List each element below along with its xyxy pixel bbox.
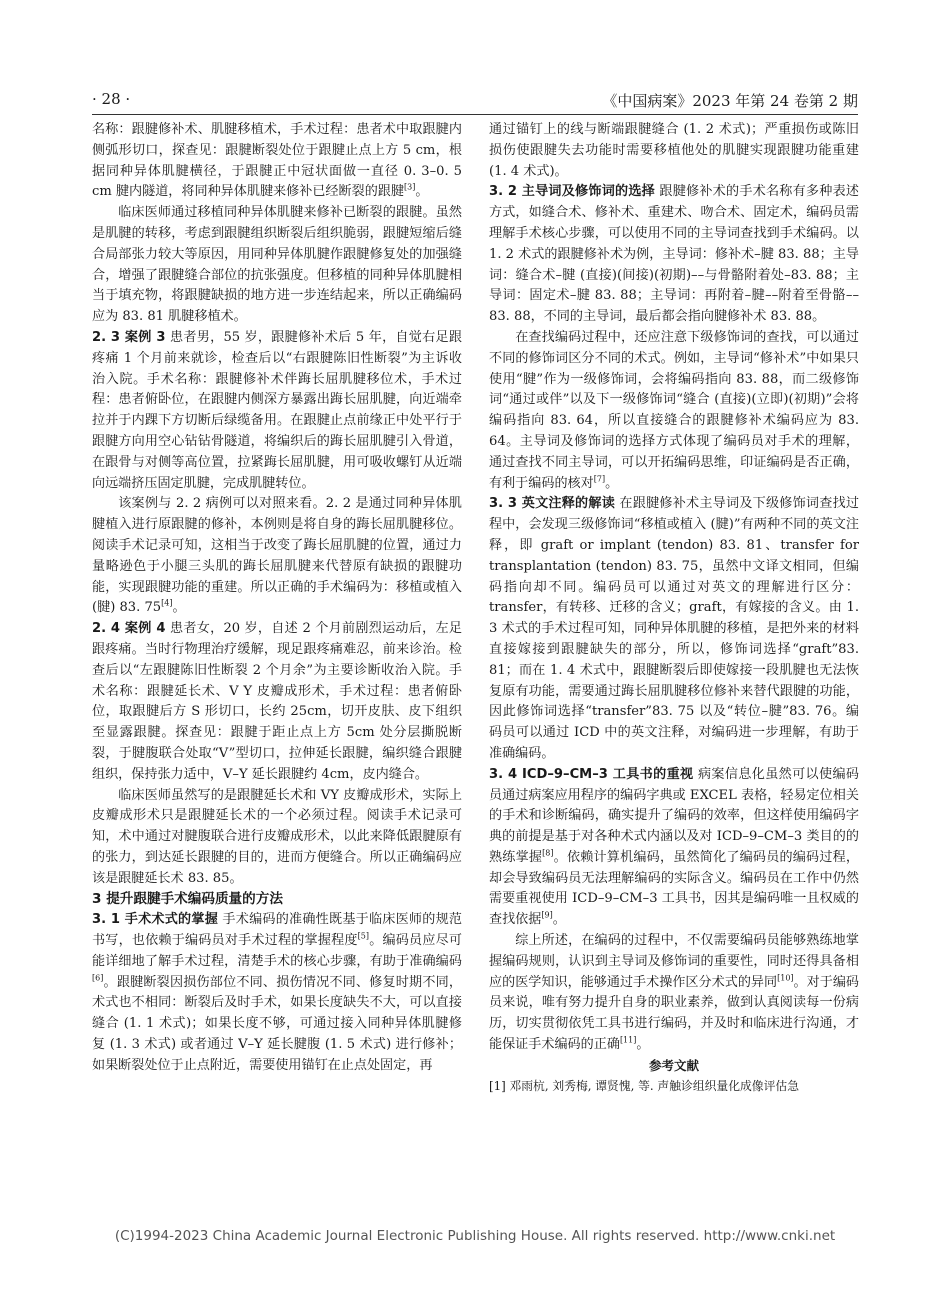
citation[interactable]: [3]: [403, 183, 416, 193]
citation[interactable]: [10]: [777, 973, 794, 983]
citation[interactable]: [9]: [541, 910, 553, 920]
case-4: 2. 4 案例 4 患者女，20 岁，自述 2 个月前剧烈运动后，左足跟疼痛。当时行物理治疗缓解，现足跟疼痛难忍，前来诊治。检查后以“左跟腱陈旧性断裂 2 个月余”为主要诊断收治入院。手术名称：跟腱延长术、V Y 皮瓣成形术，手术过程：患者俯卧位，取跟腱后方 S 形切口，长约 25cm，切开皮肤、皮下组织至显露跟腱。探查见：跟腱于距止点上方 5cm 处分层撕脱断裂，于腱腹联合处取“V”型切口，拉伸延长跟腱，编织缝合跟腱组织，保持张力适中，V–Y 延长跟腱约 4cm，皮内缝合。: [92, 621, 463, 782]
citation[interactable]: [8]: [542, 848, 554, 858]
citation[interactable]: [4]: [161, 598, 173, 608]
paragraph: 临床医师虽然写的是跟腱延长术和 VY 皮瓣成形术，实际上皮瓣成形术只是跟腱延长术的一个必须过程。阅读手术记录可知，术中通过对腱腹联合进行皮瓣成形术，以此来降低跟腱原有的张力，到达延长跟腱的目的，进而方便缝合。所以正确编码应该是跟腱延长术 83. 85。: [92, 787, 462, 886]
case-3: 2. 3 案例 3 患者男，55 岁，跟腱修补术后 5 年，自觉右足跟疼痛 1 个月前来就诊，检查后以“右跟腱陈旧性断裂”为主诉收治入院。手术名称：跟腱修补术伴踇长屈肌腱移位术，手术过程：患者俯卧位，在跟腱内侧深方暴露出踇长屈肌腱，向近端牵拉并于内踝下方切断后绿缆备用。在跟腱止点前缘正中处平行于跟腱方向用空心钻钻骨隧道，将编织后的踇长屈肌腱引入骨道，在跟骨与对侧等高位置，拉紧踇长屈肌腱，用可吸收螺钉从近端向远端挤压固定肌腱，完成肌腱转位。: [92, 329, 463, 491]
conclusion-paragraph: 综上所述，在编码的过程中，不仅需要编码员能够熟练地掌握编码规则，认识到主导词及修饰词的重要性，同时还得具备相应的医学知识，能够通过手术操作区分术式的异同[10]。对于编码员来说，唯有努力提升自身的职业素养，做到认真阅读每一份病历，切实贯彻依凭工具书进行编码，并及时和临床进行沟通，才能保证手术编码的正确[11]。: [489, 933, 860, 1053]
paragraph: 临床医师通过移植同种异体肌腱来修补已断裂的跟腱。虽然是肌腱的转移，考虑到跟腱组织断裂后组织脆弱，跟腱短缩后缝合局部张力较大等原因，用同种异体肌腱作跟腱修复处的加强缝合，增强了跟腱缝合部位的抗张强度。但移植的同种异体肌腱相当于填充物，将跟腱缺损的地方进一步连结起来，所以正确编码应为 83. 81 肌腱移植术。: [92, 205, 462, 325]
page-number: · 28 ·: [92, 90, 131, 108]
section-3-3: 3. 3 英文注释的解读 在跟腱修补术主导词及下级修饰词查找过程中，会发现三级修饰词“移植或植入 (腱)”有两种不同的英文注释，即 graft or implant (tendon) 83. 81、transfer for transplantation (tendon) 83. 75，虽然中文译文相同，但编码指向却不同。编码员可以通过对英文的理解进行区分：transfer，有转移、迁移的含义；graft，有嫁接的含义。由 1. 3 术式的手术过程可知，同种异体肌腱的移植，是把外来的材料直接嫁接到跟腱缺失的部分，所以，修饰词选择“graft”83. 81；而在 1. 4 术式中，跟腱断裂后即使嫁接一段肌腱也无法恢复原有功能，需要通过踇长屈肌腱移位修补来替代跟腱的功能，因此修饰词选择“transfer”83. 75 以及“转位–腱”83. 76。编码员可以通过 ICD 中的英文注释，对编码进一步理解，有助于准确编码。: [489, 496, 859, 761]
header-rule: [92, 114, 858, 115]
paragraph: 通过锚钉上的线与断端跟腱缝合 (1. 2 术式)；严重损伤或陈旧损伤使跟腱失去功能时需要移植他处的肌腱实现跟腱功能重建 (1. 4 术式)。: [489, 122, 859, 179]
citation[interactable]: [11]: [619, 1035, 637, 1045]
journal-info: 《中国病案》2023 年第 24 卷第 2 期: [602, 92, 858, 110]
citation[interactable]: [6]: [92, 973, 104, 983]
subsection-heading: 3. 2 主导词及修饰词的选择: [489, 184, 655, 200]
subsection-heading: 2. 4 案例 4: [92, 621, 166, 637]
paragraph: 在查找编码过程中，还应注意下级修饰词的查找，可以通过不同的修饰词区分不同的术式。例如，主导词“修补术”中如果只使用“腱”作为一级修饰词，会将编码指向 83. 88，而二级修饰词“通过或伴”以及下一级修饰词“缝合 (直接)(立即)(初期)”会将编码指向 83. 64，所以直接缝合的跟腱修补术编码应为 83. 64。主导词及修饰词的选择方式体现了编码员对手术的理解，通过查找不同主导词，可以开拓编码思维，印证编码是否正确，有利于编码的核对[7]。: [489, 329, 859, 491]
section-3-4: 3. 4 ICD–9–CM–3 工具书的重视 病案信息化虽然可以使编码员通过病案应用程序的编码字典或 EXCEL 表格，轻易定位相关的手术和诊断编码，确实提升了编码的效率，但这样使用编码字典的前提是基于对各种术式内涵以及对 ICD–9–CM–3 类目的的熟练掌握[8]。依赖计算机编码，虽然简化了编码员的编码过程，却会导致编码员无法理解编码的实际含义。编码员在工作中仍然需要重视使用 ICD–9–CM–3 工具书，因其是编码唯一且权威的查找依据[9]。: [489, 766, 860, 928]
section-3-1: 3. 1 手术术式的掌握 手术编码的准确性既基于临床医师的规范书写，也依赖于编码员对手术过程的掌握程度[5]。编码员应尽可能详细地了解手术过程，清楚手术的核心步骤，有助于准确编码[6]。跟腱断裂因损伤部位不同、损伤情况不同、修复时期不同，术式也不相同：断裂后及时手术，如果长度缺失不大，可以直接缝合 (1. 1 术式)；如果长度不够，可通过接入同种异体肌腱修复 (1. 3 术式) 或者通过 V–Y 延长腱腹 (1. 5 术式) 进行修补；如果断裂处位于止点附近，需要使用锚钉在止点处固定，再: [92, 912, 463, 1073]
subsection-heading: 3. 3 英文注释的解读: [489, 496, 616, 512]
subsection-heading: 3. 4 ICD–9–CM–3 工具书的重视: [489, 766, 694, 782]
reference-item: [1] 邓雨杭, 刘秀梅, 谭贤愧, 等. 声触诊组织量化成像评估急: [489, 1078, 799, 1093]
right-column: [489, 120, 859, 1095]
copyright-footer: (C)1994-2023 China Academic Journal Electronic Publishing House. All rights reserved. http://www.cnki.net: [114, 1228, 836, 1244]
citation[interactable]: [5]: [357, 931, 370, 941]
paragraph: 该案例与 2. 2 病例可以对照来看。2. 2 是通过同种异体肌腱植入进行原跟腱的修补，本例则是将自身的踇长屈肌腱移位。阅读手术记录可知，这相当于改变了踇长屈肌腱的位置，通过力量略逊色于小腿三头肌的踇长屈肌腱来代替原有缺损的跟腱功能，实现跟腱功能的重建。所以正确的手术编码为：移植或植入(腱) 83. 75[4]。: [92, 496, 462, 616]
section-heading: 3 提升跟腱手术编码质量的方法: [92, 891, 283, 908]
references-title: 参考文献: [648, 1057, 699, 1073]
left-column: [92, 120, 462, 1077]
page-header: [92, 88, 858, 114]
paragraph: 名称：跟腱修补术、肌腱移植术，手术过程：患者术中取跟腱内侧弧形切口，探查见：跟腱断裂处位于跟腱止点上方 5 cm，根据同种异体肌腱横径，于跟腱正中冠状面做一直径 0. 3–0. 5 cm 腱内隧道，将同种异体肌腱来修补已经断裂的跟腱[3]。: [92, 122, 462, 200]
section-3-2: 3. 2 主导词及修饰词的选择 跟腱修补术的手术名称有多种表述方式，如缝合术、修补术、重建术、吻合术、固定术，编码员需理解手术核心步骤，可以使用不同的主导词查找到手术编码。以 1. 2 术式的跟腱修补术为例，主导词：修补术–腱 83. 88；主导词：缝合术–腱 (直接)(间接)(初期)––与骨骼附着处–83. 88；主导词：固定术–腱 83. 88；主导词：再附着–腱––附着至骨骼––83. 88，不同的主导词，最后都会指向腱修补术 83. 88。: [489, 184, 859, 325]
citation[interactable]: [7]: [593, 474, 606, 484]
subsection-heading: 2. 3 案例 3: [92, 329, 166, 345]
subsection-heading: 3. 1 手术术式的掌握: [92, 912, 219, 928]
